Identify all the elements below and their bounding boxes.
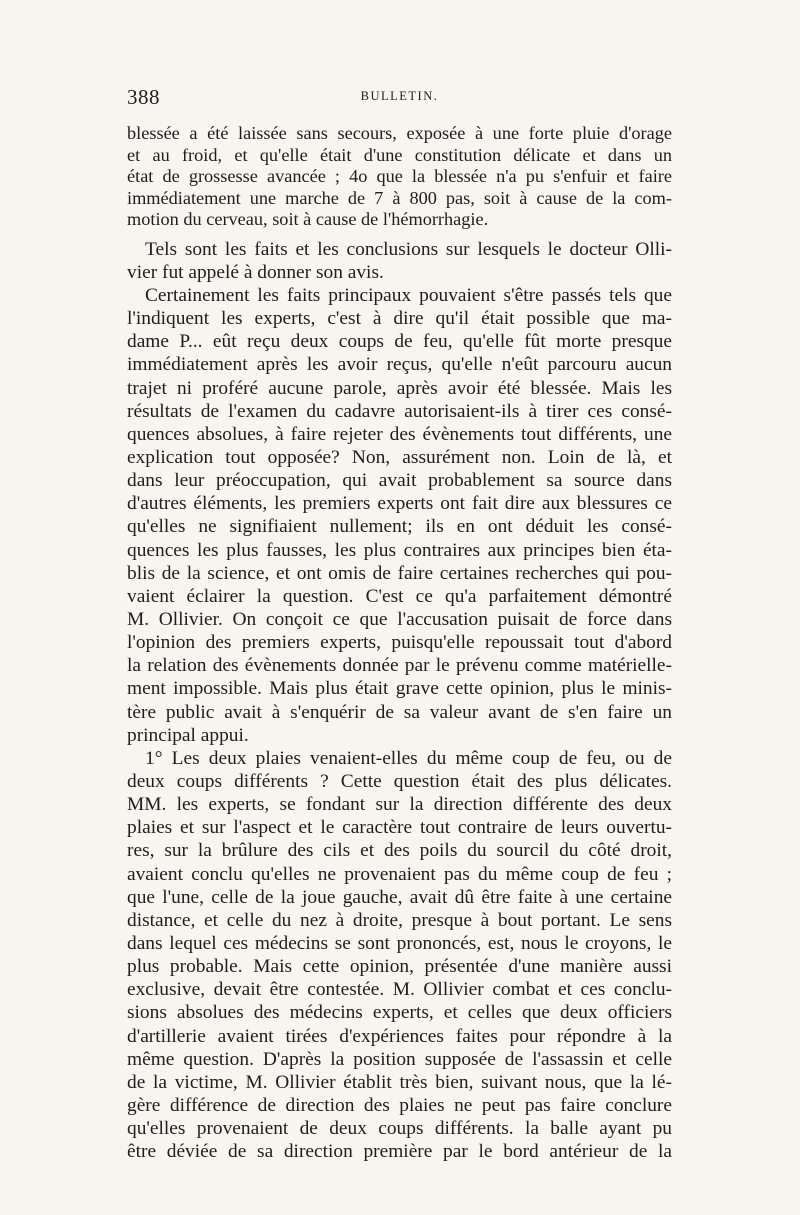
text-line: vier fut appelé à donner son avis. [127, 261, 384, 283]
paragraph [127, 747, 672, 1164]
paragraph [127, 123, 672, 231]
body-text [127, 123, 672, 1163]
text-line: MM. les experts, se fondant sur la direction différente des deux [127, 794, 672, 816]
text-line: immédiatement une marche de 7 à 800 pas, soit à cause de la com- [127, 187, 672, 208]
running-head: BULLETIN. [360, 89, 439, 103]
text-line: l'indiquent les experts, c'est à dire qu'il était possible que ma- [127, 308, 672, 330]
text-line: et au froid, et qu'elle était d'une constitution délicate et dans un [127, 144, 672, 165]
text-line: deux coups différents ? Cette question était des plus délicates. [127, 770, 672, 792]
text-line: dans leur préoccupation, qui avait probablement sa source dans [127, 470, 672, 492]
text-line: Certainement les faits principaux pouvaient s'être passés tels que [145, 285, 672, 307]
paragraph [127, 238, 672, 284]
text-line: exclusive, devait être contestée. M. Ollivier combat et ces conclu- [127, 979, 672, 1001]
page-header [127, 85, 672, 113]
text-line: distance, et celle du nez à droite, presque à bout portant. Le sens [127, 909, 672, 931]
text-line: plaies et sur l'aspect et le caractère tout contraire de leurs ouvertu- [127, 817, 672, 839]
text-line: trajet ni proféré aucune parole, après avoir été blessée. Mais les [127, 377, 672, 399]
text-line: que l'une, celle de la joue gauche, avait dû être faite à une certaine [127, 886, 672, 908]
text-line: plus probable. Mais cette opinion, présentée d'une manière aussi [127, 956, 672, 978]
text-line: de la victime, M. Ollivier établit très bien, suivant nous, que la lé- [127, 1071, 672, 1093]
text-line: résultats de l'examen du cadavre autorisaient-ils à tirer ces consé- [127, 400, 672, 422]
text-line: blessée a été laissée sans secours, exposée à une forte pluie d'orage [127, 123, 672, 143]
text-line: blis de la science, et ont omis de faire certaines recherches qui pou- [127, 562, 672, 584]
text-line: explication tout opposée? Non, assurément non. Loin de là, et [127, 447, 672, 468]
text-line: être déviée de sa direction première par le bord antérieur de la [127, 1141, 672, 1163]
text-line: dans lequel ces médecins se sont prononcés, est, nous le croyons, le [127, 932, 672, 954]
text-line: ment impossible. Mais plus était grave cette opinion, plus le minis- [127, 678, 672, 700]
text-line: gère différence de direction des plaies ne peut pas faire conclure [127, 1094, 672, 1116]
text-line: sions absolues des médecins experts, et celles que deux officiers [127, 1002, 672, 1024]
text-line: l'opinion des premiers experts, puisqu'elle repoussait tout d'abord [127, 632, 672, 654]
paragraph [127, 284, 672, 747]
text-line: immédiatement après les avoir reçus, qu'elle n'eût parcouru aucun [127, 354, 672, 376]
text-line: d'artillerie avaient tirées d'expériences faites pour répondre à la [127, 1025, 672, 1047]
text-line: la relation des évènements donnée par le prévenu comme matérielle- [127, 655, 672, 677]
page-number: 388 [127, 85, 160, 109]
text-line: qu'elles ne signifiaient nullement; ils en ont déduit les consé- [127, 516, 672, 538]
text-line: d'autres éléments, les premiers experts ont fait dire aux blessures ce [127, 493, 672, 515]
text-line: même question. D'après la position supposée de l'assassin et celle [127, 1048, 672, 1070]
text-line: M. Ollivier. On conçoit ce que l'accusation puisait de force dans [127, 608, 672, 630]
text-line: quences les plus fausses, les plus contraires aux principes bien éta- [127, 539, 672, 561]
text-line: état de grossesse avancée ; 4o que la blessée n'a pu s'enfuir et faire [127, 166, 672, 187]
text-line: vaient éclairer la question. C'est ce qu'a parfaitement démontré [127, 585, 672, 607]
text-line: motion du cerveau, soit à cause de l'hémorrhagie. [127, 209, 489, 230]
text-line: dame P... eût reçu deux coups de feu, qu'elle fût morte presque [127, 331, 672, 353]
text-line: Tels sont les faits et les conclusions sur lesquels le docteur Olli- [145, 238, 672, 260]
text-line: principal appui. [127, 724, 249, 746]
text-line: tère public avait à s'enquérir de sa valeur avant de s'en faire un [127, 701, 672, 723]
text-line: quences absolues, à faire rejeter des évènements tout différents, une [127, 423, 672, 445]
text-line: 1° Les deux plaies venaient-elles du même coup de feu, ou de [145, 747, 672, 769]
text-line: avaient conclu qu'elles ne provenaient pas du même coup de feu ; [127, 863, 672, 885]
text-line: res, sur la brûlure des cils et des poils du sourcil du côté droit, [127, 840, 672, 862]
text-line: qu'elles provenaient de deux coups différents. la balle ayant pu [127, 1118, 672, 1140]
